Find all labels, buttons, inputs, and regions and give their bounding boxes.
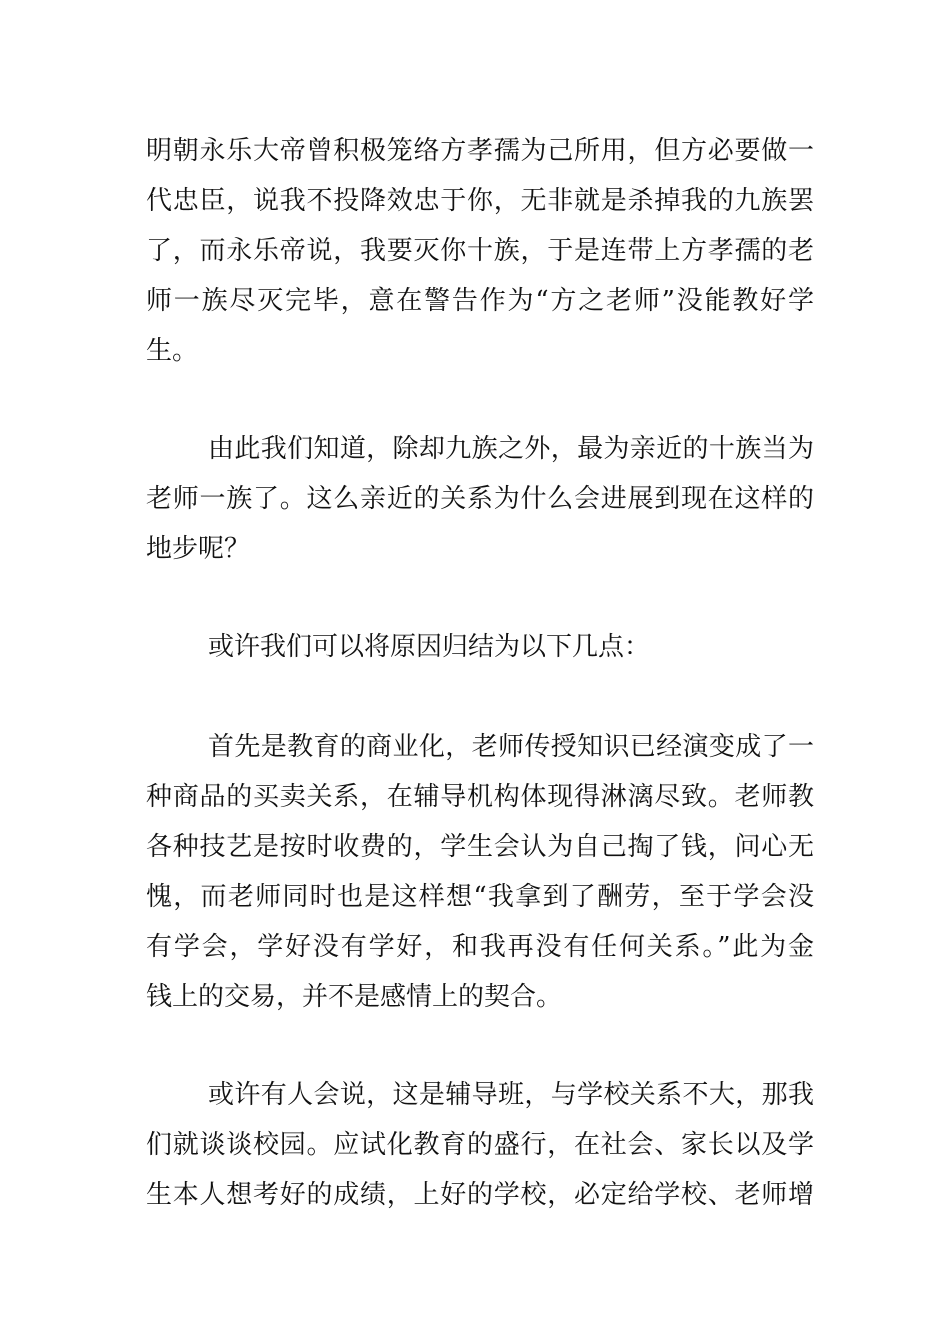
paragraph-3-line-1: 或许我们可以将原因归结为以下几点： [208, 632, 651, 662]
paragraph-2-line-3: 地步呢？ [146, 534, 251, 564]
paragraph-5-line-3: 生本人想考好的成绩，上好的学校，必定给学校、老师增 [146, 1180, 814, 1210]
paragraph-1-line-2: 代忠臣，说我不投降效忠于你，无非就是杀掉我的九族罢 [146, 186, 814, 216]
paragraph-4-line-4: 愧，而老师同时也是这样想“我拿到了酬劳，至于学会没 [146, 882, 814, 912]
paragraph-2-line-1: 由此我们知道，除却九族之外，最为亲近的十族当为 [208, 434, 814, 464]
paragraph-1-line-5: 生。 [146, 336, 199, 366]
paragraph-5-line-2: 们就谈谈校园。应试化教育的盛行，在社会、家长以及学 [146, 1130, 814, 1160]
paragraph-4-line-2: 种商品的买卖关系，在辅导机构体现得淋漓尽致。老师教 [146, 782, 814, 812]
paragraph-1-line-4: 师一族尽灭完毕，意在警告作为“方之老师”没能教好学 [146, 286, 814, 316]
paragraph-4-line-5: 有学会，学好没有学好，和我再没有任何关系。”此为金 [146, 932, 814, 962]
paragraph-4-line-6: 钱上的交易，并不是感情上的契合。 [146, 982, 563, 1012]
paragraph-1-line-3: 了，而永乐帝说，我要灭你十族，于是连带上方孝孺的老 [146, 236, 814, 266]
paragraph-5-line-1: 或许有人会说，这是辅导班，与学校关系不大，那我 [208, 1080, 814, 1110]
paragraph-2-line-2: 老师一族了。这么亲近的关系为什么会进展到现在这样的 [146, 484, 814, 514]
paragraph-4-line-1: 首先是教育的商业化，老师传授知识已经演变成了一 [208, 732, 814, 762]
paragraph-1-line-1: 明朝永乐大帝曾积极笼络方孝孺为己所用，但方必要做一 [146, 136, 814, 166]
paragraph-4-line-3: 各种技艺是按时收费的，学生会认为自己掏了钱，问心无 [146, 832, 814, 862]
